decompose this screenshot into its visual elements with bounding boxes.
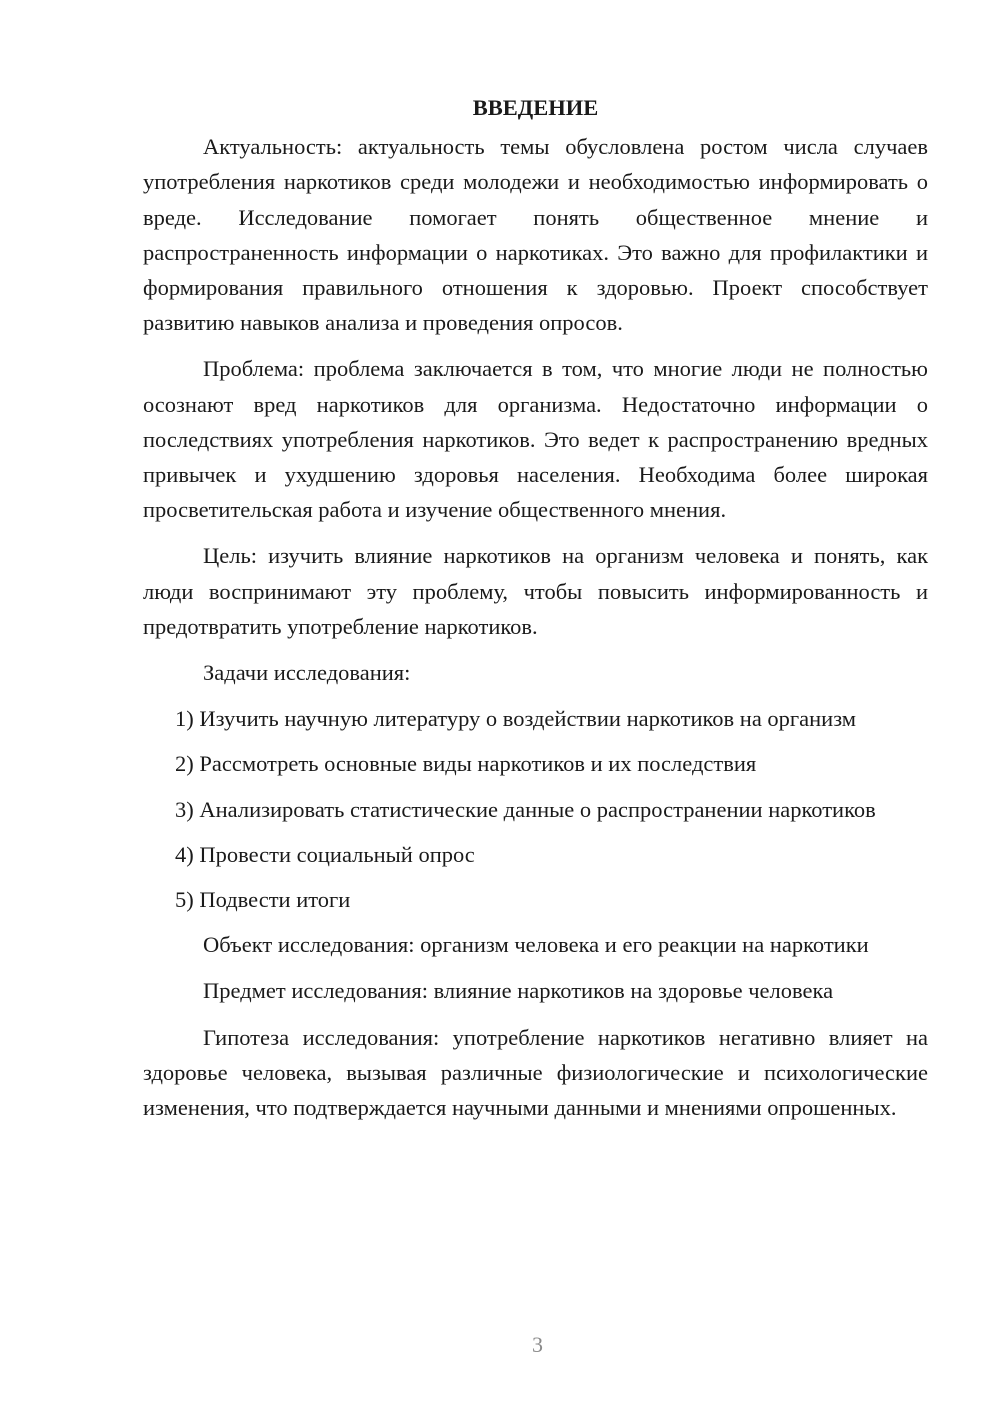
task-item-1: 1) Изучить научную литературу о воздействии наркотиков на организм: [175, 706, 857, 732]
page-number: 3: [532, 1332, 543, 1357]
task-item-2: 2) Рассмотреть основные виды наркотиков и их последствия: [175, 751, 757, 777]
relevance-paragraph: Актуальность: актуальность темы обусловлена ростом числа случаев употребления наркотиков среди молодежи и необходимостью информировать о вреде. Исследование помогает понять общественное мнение и распространенность информации о наркотиках. Это важно для профилактики и формирования правильного отношения к здоровью. Проект способствует развитию навыков анализа и проведения опросов.: [143, 134, 928, 336]
task-item-5: 5) Подвести итоги: [175, 887, 351, 913]
tasks-heading: Задачи исследования:: [203, 660, 411, 686]
page-content: [143, 90, 928, 1125]
problem-paragraph: Проблема: проблема заключается в том, что многие люди не полностью осознают вред наркотиков для организма. Недостаточно информации о последствиях употребления наркотиков. Это ведет к распространению вредных привычек и ухудшению здоровья населения. Необходима более широкая просветительская работа и изучение общественного мнения.: [143, 356, 928, 523]
goal-paragraph: Цель: изучить влияние наркотиков на организм человека и понять, как люди воспринимают эту проблему, чтобы повысить информированность и предотвратить употребление наркотиков.: [143, 543, 928, 639]
task-item-3: 3) Анализировать статистические данные о распространении наркотиков: [175, 796, 876, 822]
page-title: ВВЕДЕНИЕ: [472, 95, 599, 120]
hypothesis-paragraph: Гипотеза исследования: употребление наркотиков негативно влияет на здоровье человека, вызывая различные физиологические и психологические изменения, что подтверждается научными данными и мнениями опрошенных.: [143, 1024, 928, 1121]
object-paragraph: Объект исследования: организм человека и его реакции на наркотики: [203, 932, 869, 958]
task-item-4: 4) Провести социальный опрос: [175, 841, 475, 867]
subject-paragraph: Предмет исследования: влияние наркотиков на здоровье человека: [203, 978, 834, 1004]
